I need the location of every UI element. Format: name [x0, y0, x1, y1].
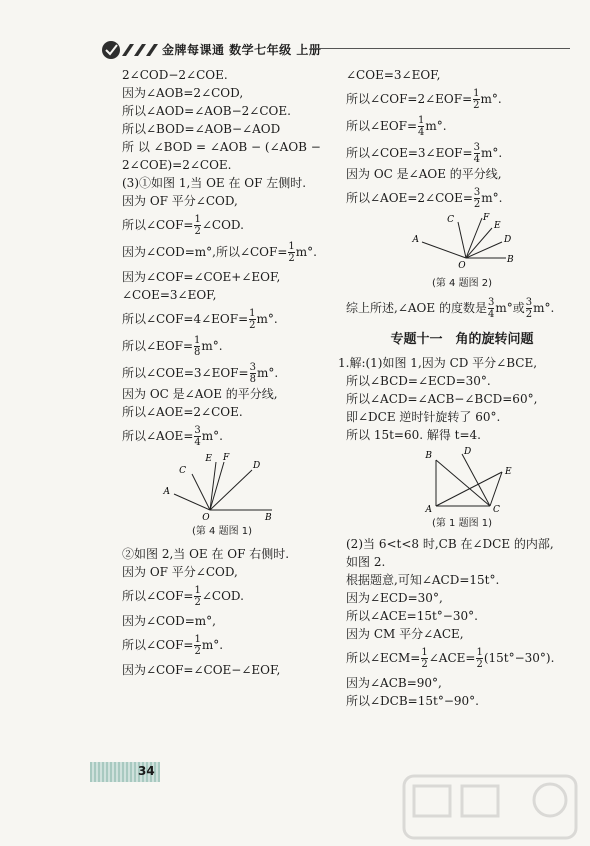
- text-segment: 所以∠COF=4∠EOF=: [122, 312, 249, 326]
- numerator: 1: [194, 335, 201, 346]
- numerator: 1: [194, 214, 201, 225]
- text-segment: (15t°−30°).: [483, 650, 555, 665]
- text-line: ②如图 2,当 OE 在 OF 右侧时.: [122, 547, 290, 561]
- figure-caption: (第 1 题图 1): [431, 517, 493, 529]
- text-line: 所以∠AOD=∠AOB−2∠COE.: [122, 104, 291, 118]
- numerator: 1: [473, 88, 480, 99]
- text-line: [122, 425, 352, 448]
- text-line: 因为 OC 是∠AOE 的平分线,: [122, 387, 278, 401]
- text-segment: m°.: [201, 429, 223, 443]
- text-line: [122, 241, 352, 264]
- fraction: [194, 425, 200, 448]
- numerator: 3: [249, 362, 256, 373]
- text-line: [346, 187, 578, 210]
- label-D: D: [504, 235, 512, 245]
- fraction: [418, 115, 424, 138]
- denominator: 2: [194, 597, 201, 608]
- text-segment: 所以∠ECM=: [346, 650, 421, 665]
- denominator: 2: [473, 100, 480, 111]
- text-line: 所以∠BOD=∠AOB−∠AOD: [122, 122, 281, 136]
- text-segment: m°.: [201, 339, 223, 353]
- fraction: [526, 297, 532, 320]
- text-line: [122, 308, 352, 331]
- denominator: 2: [476, 658, 483, 670]
- figure-caption: (第 4 题图 2): [431, 278, 493, 289]
- label-B: B: [507, 255, 514, 265]
- label-B: B: [265, 513, 272, 523]
- section-title: 专题十一 角的旋转问题: [390, 332, 534, 347]
- denominator: 2: [288, 253, 295, 264]
- text-line: 所以∠DCB=15t°−90°.: [346, 693, 479, 708]
- text-line: 因为∠COF=∠COE−∠EOF,: [122, 663, 281, 677]
- text-line: 因为∠ACB=90°,: [346, 675, 442, 690]
- text-line: 根据题意,可知∠ACD=15t°.: [346, 572, 500, 587]
- numerator: 3: [473, 142, 480, 153]
- text-segment: m°.: [256, 366, 279, 380]
- text-line: 所以∠ACD=∠ACB−∠BCD=60°,: [346, 391, 538, 406]
- text-segment: m°.: [533, 301, 555, 315]
- numerator: 1: [418, 115, 425, 126]
- text-segment: m°.: [480, 92, 502, 106]
- text-line: 2∠COD−2∠COE.: [122, 68, 228, 82]
- fraction: [474, 187, 480, 210]
- fraction: [288, 241, 294, 264]
- fraction: [421, 647, 427, 670]
- numerator: 1: [421, 646, 428, 658]
- label-D: D: [464, 446, 472, 457]
- text-line: 即∠DCE 逆时针旋转了 60°.: [346, 409, 501, 424]
- text-line: [122, 634, 352, 657]
- denominator: 2: [525, 309, 533, 320]
- text-segment: m°或: [495, 301, 525, 315]
- label-E: E: [505, 466, 512, 477]
- text-line: 因为 OF 平分∠COD,: [122, 194, 238, 208]
- text-line: [346, 115, 578, 138]
- fraction: [473, 88, 479, 111]
- text-line: (2)当 6<t<8 时,CB 在∠DCE 的内部,: [346, 536, 554, 551]
- text-line: [122, 362, 352, 385]
- text-line: 2∠COE)=2∠COE.: [122, 158, 232, 172]
- page-number: 34: [138, 764, 155, 778]
- label-A: A: [425, 504, 432, 515]
- denominator: 2: [194, 646, 201, 657]
- denominator: 8: [249, 374, 256, 385]
- text-segment: 综上所述,∠AOE 的度数是: [346, 301, 487, 315]
- fraction: [194, 634, 200, 657]
- denominator: 2: [249, 320, 256, 331]
- label-F: F: [483, 213, 490, 223]
- text-segment: 所以∠EOF=: [346, 119, 418, 133]
- text-line: [122, 585, 352, 608]
- book-logo-icon: [100, 38, 160, 62]
- header-title: 金牌每课通 数学七年级 上册: [162, 43, 322, 57]
- text-segment: 所以∠COE=3∠EOF=: [346, 146, 473, 160]
- numerator: 1: [288, 241, 295, 252]
- text-segment: 所以∠COF=: [122, 638, 194, 652]
- text-line: 因为∠ECD=30°,: [346, 590, 443, 605]
- figure-caption: (第 4 题图 1): [191, 526, 253, 537]
- watermark-logo-icon: [400, 772, 580, 842]
- text-segment: 所以∠COF=: [122, 589, 194, 603]
- text-line: ∠COE=3∠EOF,: [346, 68, 441, 82]
- text-line: 因为 CM 平分∠ACE,: [346, 626, 464, 641]
- label-D: D: [253, 461, 261, 471]
- numerator: 1: [476, 646, 483, 658]
- label-E: E: [494, 221, 501, 231]
- denominator: 4: [418, 127, 425, 138]
- text-line: [122, 335, 352, 358]
- label-O: O: [458, 261, 466, 271]
- fraction: [250, 362, 256, 385]
- right-column: [338, 66, 578, 710]
- text-segment: ∠COD.: [201, 218, 244, 232]
- label-A: A: [163, 487, 170, 497]
- numerator: 3: [194, 425, 201, 436]
- text-line: 如图 2.: [346, 554, 386, 569]
- numerator: 1: [249, 308, 256, 319]
- text-segment: 因为∠COD=m°,所以∠COF=: [122, 245, 288, 259]
- fraction: [474, 142, 480, 165]
- denominator: 2: [194, 226, 201, 237]
- text-segment: 所以∠AOE=: [122, 429, 194, 443]
- denominator: 4: [487, 309, 495, 320]
- text-segment: 所以∠COF=: [122, 218, 194, 232]
- left-column: [122, 66, 352, 679]
- text-line: ∠COE=3∠EOF,: [122, 288, 217, 302]
- text-line: (3)①如图 1,当 OE 在 OF 左侧时.: [122, 176, 307, 190]
- fraction: [249, 308, 255, 331]
- fraction: [194, 585, 200, 608]
- text-line: [346, 142, 578, 165]
- denominator: 8: [194, 347, 201, 358]
- text-line: 所 以 ∠BOD = ∠AOB − (∠AOB −: [122, 140, 321, 154]
- text-segment: m°.: [295, 245, 317, 259]
- text-line: 所以∠AOE=2∠COE.: [122, 405, 243, 419]
- denominator: 2: [473, 199, 481, 210]
- label-C: C: [179, 466, 186, 476]
- text-line: 因为 OC 是∠AOE 的平分线,: [346, 167, 502, 181]
- text-line: [346, 88, 578, 111]
- text-line: 所以 15t=60. 解得 t=4.: [346, 427, 482, 442]
- text-line: [346, 297, 578, 320]
- numerator: 3: [473, 187, 481, 198]
- text-line: 因为 OF 平分∠COD,: [122, 565, 238, 579]
- text-line: [346, 647, 578, 670]
- numerator: 1: [194, 585, 201, 596]
- text-line: 因为∠COD=m°,: [122, 614, 216, 628]
- numerator: 1: [194, 634, 201, 645]
- text-line: 所以∠BCD=∠ECD=30°.: [346, 373, 491, 388]
- figure-1-1: [425, 446, 548, 515]
- label-B: B: [425, 450, 432, 461]
- text-segment: m°.: [481, 191, 503, 205]
- numerator: 3: [525, 297, 533, 308]
- fraction: [194, 214, 200, 237]
- text-line: 因为∠COF=∠COE+∠EOF,: [122, 270, 281, 284]
- label-F: F: [223, 453, 230, 463]
- page-header: [100, 38, 570, 60]
- label-C: C: [493, 504, 500, 515]
- text-line: 1.解:(1)如图 1,因为 CD 平分∠BCE,: [338, 355, 538, 370]
- text-segment: ∠COD.: [201, 589, 244, 603]
- label-C: C: [447, 215, 454, 225]
- fraction: [488, 297, 494, 320]
- figure-4-2: [406, 214, 566, 272]
- text-segment: m°.: [256, 312, 278, 326]
- text-segment: 所以∠EOF=: [122, 339, 194, 353]
- fraction: [476, 647, 482, 670]
- figure-4-1: [122, 452, 282, 523]
- text-line: 因为∠AOB=2∠COD,: [122, 86, 244, 100]
- label-E: E: [205, 454, 212, 464]
- text-segment: ∠ACE=: [428, 650, 476, 665]
- denominator: 2: [421, 658, 428, 670]
- text-segment: m°.: [201, 638, 224, 652]
- denominator: 4: [194, 437, 201, 448]
- text-segment: m°.: [480, 146, 503, 160]
- fraction: [194, 335, 200, 358]
- text-segment: m°.: [425, 119, 447, 133]
- text-line: 所以∠ACE=15t°−30°.: [346, 608, 478, 623]
- label-A: A: [412, 235, 419, 245]
- text-segment: 所以∠COE=3∠EOF=: [122, 366, 249, 380]
- text-line: [122, 214, 352, 237]
- label-O: O: [202, 513, 210, 523]
- text-segment: 所以∠AOE=2∠COE=: [346, 191, 473, 205]
- header-rule: [310, 48, 570, 49]
- numerator: 3: [487, 297, 495, 308]
- denominator: 4: [473, 154, 480, 165]
- text-segment: 所以∠COF=2∠EOF=: [346, 92, 473, 106]
